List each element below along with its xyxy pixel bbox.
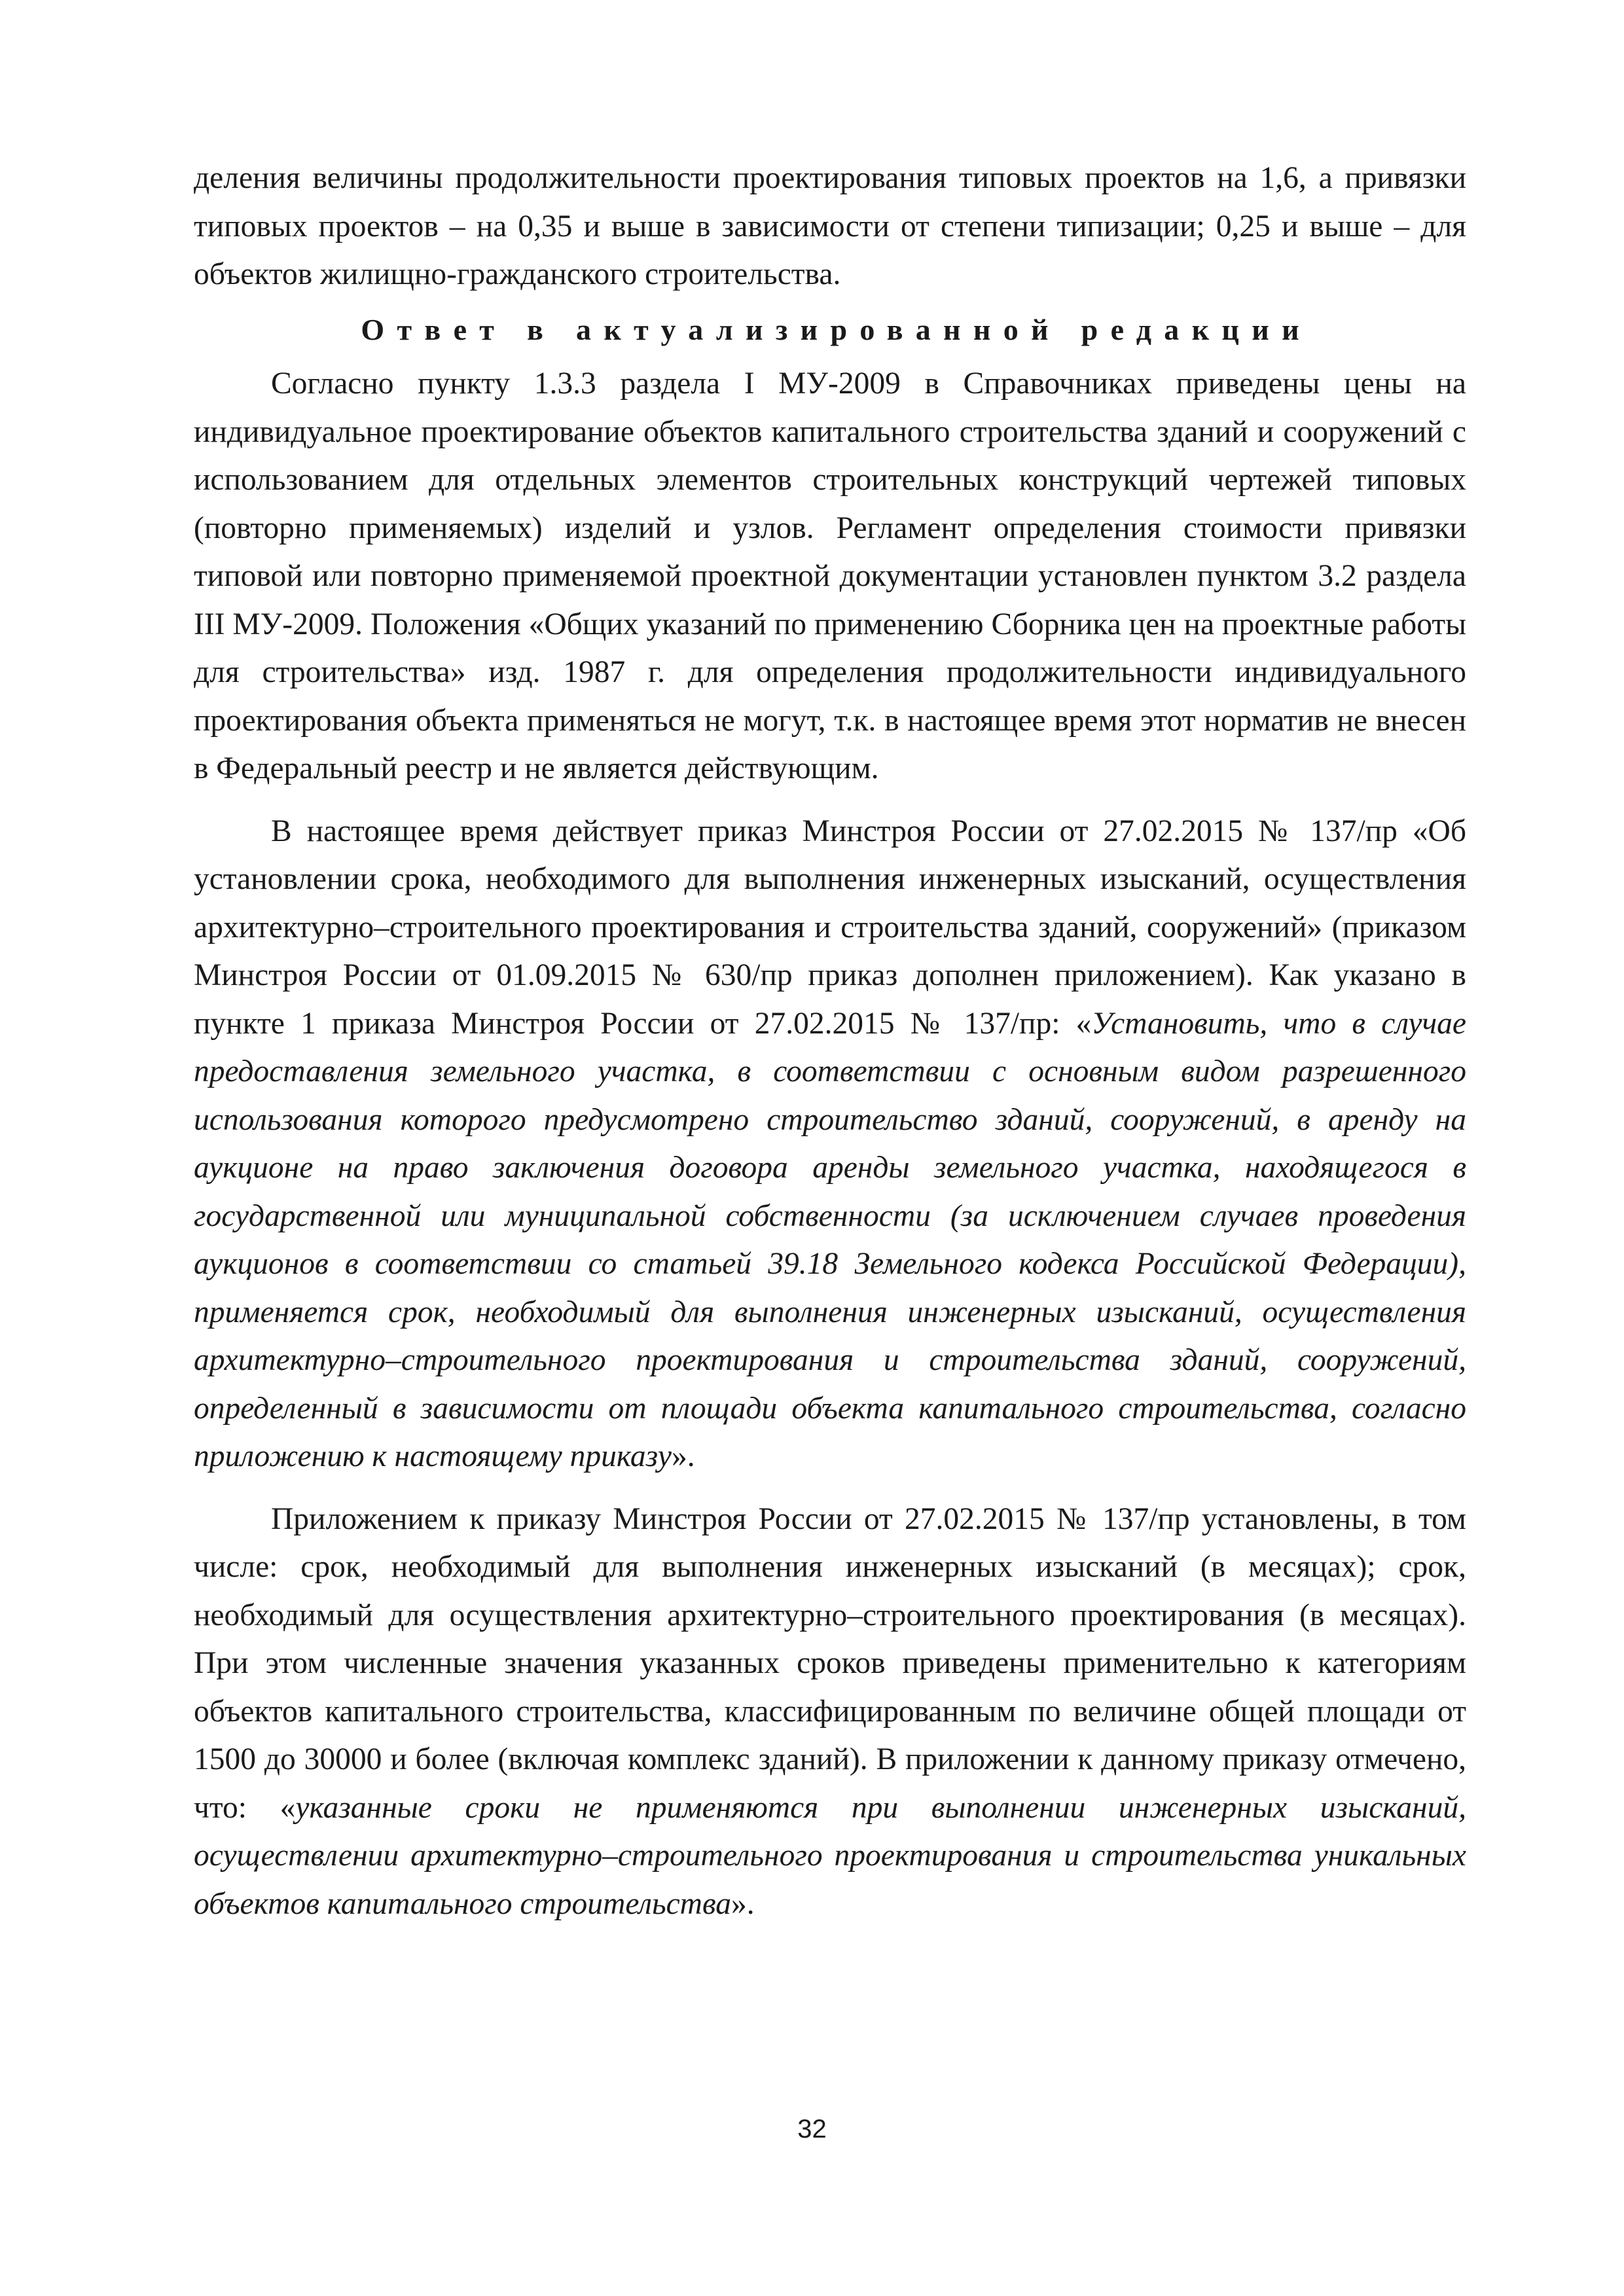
paragraph-3-intro: Приложением к приказу Минстроя России от 27.02.2015 № 137/пр установлены, в том числе: срок, необходимый для выполнения инженерных изысканий (в месяцах); срок, необходимый для осуществления архитектурно–строительного проектирования (в месяцах). При этом численные значения указанных сроков приведены применительно к категориям объектов капитального строительства, классифицированным по величине общей площади от 1500 до 30000 и более (включая комплекс зданий). В приложении к данному приказу отмечено, что: «: [194, 1501, 1466, 1825]
section-heading: Ответ в актуализированной редакции: [361, 312, 1312, 346]
document-body: [194, 154, 1466, 1928]
paragraph-2: [194, 808, 1466, 1481]
page-number: 32: [797, 2115, 827, 2144]
continuation-paragraph: деления величины продолжительности проектирования типовых проектов на 1,6, а привязки типовых проектов – на 0,35 и выше в зависимости от степени типизации; 0,25 и выше – для объектов жилищно-гражданского строительства.: [194, 161, 1466, 291]
paragraph-3-quote: указанные сроки не применяются при выполнении инженерных изысканий, осуществлении архитектурно–строительного проектирования и строительства уникальных объектов капитального строительства: [194, 1790, 1467, 1921]
paragraph-3: [194, 1496, 1466, 1929]
paragraph-3-closing: ».: [731, 1886, 755, 1921]
paragraph-2-closing: ».: [671, 1439, 695, 1473]
paragraph-2-quote: Установить, что в случае предоставления земельного участка, в соответствии с основным видом разрешенного использования которого предусмотрено строительство зданий, сооружений, в аренду на аукционе на право заключения договора аренды земельного участка, находящегося в государственной или муниципальной собственности (за исключением случаев проведения аукционов в соответствии со статьей 39.18 Земельного кодекса Российской Федерации), применяется срок, необходимый для выполнения инженерных изысканий, осуществления архитектурно–строительного проектирования и строительства зданий, сооружений, определенный в зависимости от площади объекта капитального строительства, согласно приложению к настоящему приказу: [194, 1006, 1466, 1473]
paragraph-2-intro: В настоящее время действует приказ Минстроя России от 27.02.2015 № 137/пр «Об установлении срока, необходимого для выполнения инженерных изысканий, осуществления архитектурно–строительного проектирования и строительства зданий, сооружений» (приказом Минстроя России от 01.09.2015 № 630/пр приказ дополнен приложением). Как указано в пункте 1 приказа Минстроя России от 27.02.2015 № 137/пр: «: [194, 814, 1466, 1041]
paragraph-1: Согласно пункту 1.3.3 раздела I МУ-2009 в Справочниках приведены цены на индивидуальное проектирование объектов капитального строительства зданий и сооружений с использованием для отдельных элементов строительных конструкций чертежей типовых (повторно применяемых) изделий и узлов. Регламент определения стоимости привязки типовой или повторно применяемой проектной документации установлен пунктом 3.2 раздела III МУ-2009. Положения «Общих указаний по применению Сборника цен на проектные работы для строительства» изд. 1987 г. для определения продолжительности индивидуального проектирования объекта применяться не могут, т.к. в настоящее время этот норматив не внесен в Федеральный реестр и не является действующим.: [194, 367, 1466, 785]
